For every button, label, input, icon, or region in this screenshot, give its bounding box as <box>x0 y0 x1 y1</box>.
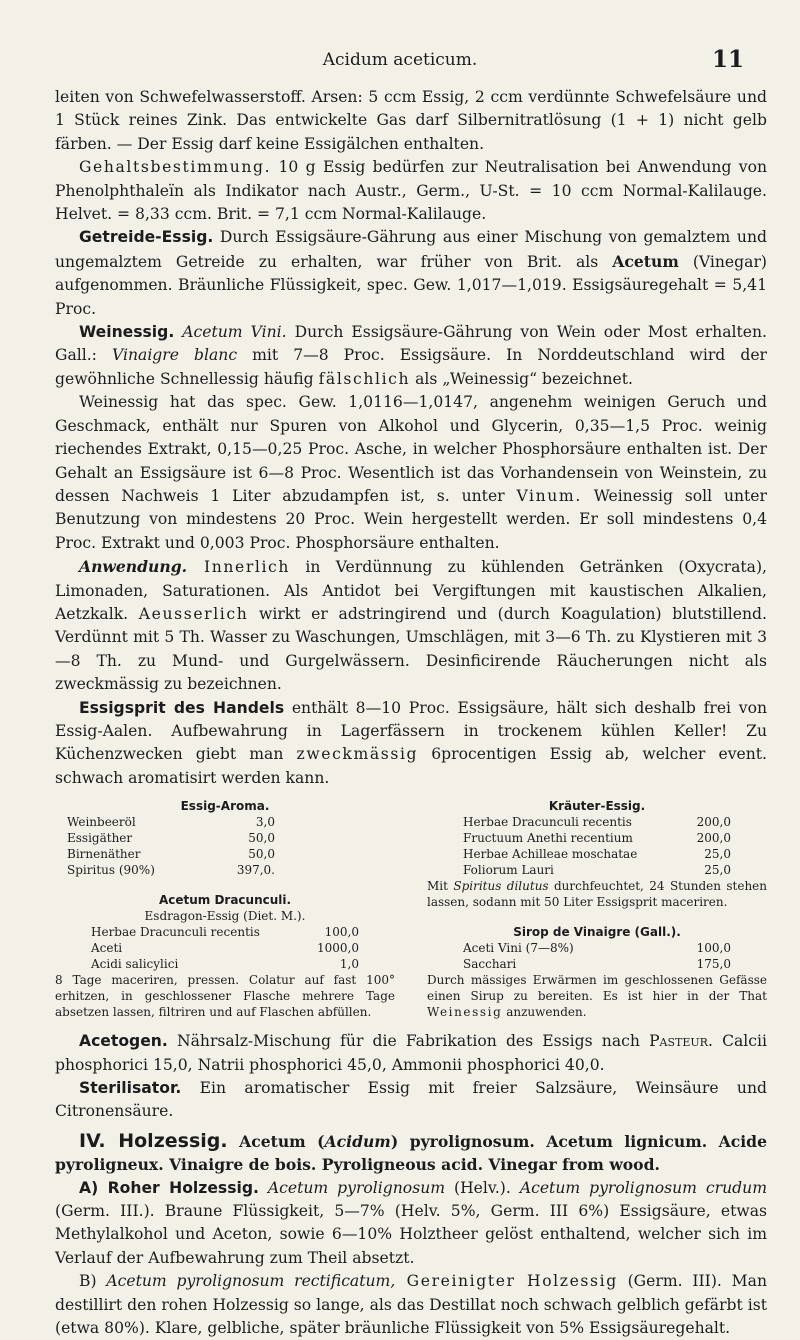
section-heading: Essigsprit des Handels <box>79 698 285 717</box>
section-heading: Anwendung. <box>79 557 188 577</box>
paragraph-gereinigter-holzessig: B) Acetum pyrolignosum rectificatum, Gereinigter Holzessig (Germ. III). Man destillirt den rohen Holzessig so lange, als das Destillat noch schwach gelblich gefärbt ist (etwa 80%). Klare, gelbliche, später bräunliche Flüssigkeit von 5% Essigsäuregehalt. <box>55 1272 767 1338</box>
paragraph-roher-holzessig: A) Roher Holzessig. Acetum pyrolignosum (Helv.). Acetum pyrolignosum crudum (Germ. III.). Braune Flüssigkeit, 5—7% (Helv. 5%, Germ. III 6%) Essigsäure, etwas Methylalkohol und Aceton, sowie 6—10% Holztheer gelöst enthaltend, welcher sich im Verlauf der Aufbewahrung zum Theil absetzt. <box>55 1178 767 1267</box>
recipe-ingredient: Fructuum Anethi recentium 200,0 <box>463 831 731 846</box>
recipe-column-right <box>427 798 767 1020</box>
recipe-ingredient: Spiritus (90%) 397,0. <box>67 863 275 878</box>
section-heading: Weinessig. <box>79 323 175 342</box>
section-heading: A) Roher Holzessig. <box>79 1178 259 1197</box>
section-heading: Sterilisator. <box>79 1079 182 1097</box>
recipe-ingredient: Herbae Dracunculi recentis 200,0 <box>463 815 731 830</box>
recipe-kraeuter-essig <box>427 814 767 878</box>
recipe-ingredient: Acidi salicylici 1,0 <box>91 957 359 972</box>
running-head: Acidum aceticum. <box>322 50 478 70</box>
recipe-note: Durch mässiges Erwärmen im geschlossenen Gefässe einen Sirup zu bereiten. Es ist hier in der That Weinessig anzuwenden. <box>427 973 767 1020</box>
recipe-ingredient: Foliorum Lauri 25,0 <box>463 863 731 878</box>
paragraph-essigsprit: Essigsprit des Handels enthält 8—10 Proc. Essigsäure, hält sich deshalb frei von Essig-Aalen. Aufbewahrung in Lagerfässern in trockenem kühlen Keller! Zu Küchenzwecken giebt man zweckmässig 6procentigen Essig ab, welcher event. schwach aromatisirt werden kann. <box>55 698 768 787</box>
recipe-subtitle: Esdragon-Essig (Diet. M.). <box>144 909 306 924</box>
page-number: 11 <box>711 46 744 73</box>
page-header <box>0 46 800 76</box>
recipe-ingredient: Herbae Achilleae moschatae 25,0 <box>463 847 731 862</box>
recipe-columns <box>55 798 767 1020</box>
paragraph-getreide-essig: Getreide-Essig. Durch Essigsäure-Gährung aus einer Mischung von gemalztem und ungemalztem Getreide zu erhalten, war früher von Brit. als Acetum (Vinegar) aufgenommen. Bräunliche Flüssigkeit, spec. Gew. 1,017—1,019. Essigsäuregehalt = 5,41 Proc. <box>55 228 767 318</box>
recipe-column-left <box>55 798 395 1020</box>
recipe-ingredient: Herbae Dracunculi recentis 100,0 <box>91 925 359 940</box>
recipe-title: Kräuter-Essig. <box>548 799 646 814</box>
recipe-ingredient: Weinbeeröl 3,0 <box>67 815 275 830</box>
recipe-title: Sirop de Vinaigre (Gall.). <box>513 925 681 940</box>
recipe-ingredient: Birnenäther 50,0 <box>67 847 275 862</box>
recipe-ingredient: Aceti 1000,0 <box>91 941 359 956</box>
paragraph-arsen: leiten von Schwefelwasserstoff. Arsen: 5 ccm Essig, 2 ccm verdünnte Schwefelsäure und 1 Stück reines Zink. Das entwickelte Gas darf Silbernitratlösung (1 + 1) nicht gelb färben. — Der Essig darf keine Essigälchen enthalten. <box>55 88 767 153</box>
page-body <box>55 86 767 1340</box>
paragraph-holzessig: IV. Holzessig. Acetum (Acidum) pyrolignosum. Acetum lignicum. Acide pyroligneux. Vinaigre de bois. Pyroligneous acid. Vinegar from wood. <box>55 1129 767 1175</box>
recipe-note: 8 Tage maceriren, pressen. Colatur auf fast 100° erhitzen, in geschlossener Flasche mehrere Tage absetzen lassen, filtriren und auf Flaschen abfüllen. <box>55 973 395 1020</box>
paragraph-acetogen: Acetogen. Nährsalz-Mischung für die Fabrikation des Essigs nach Pasteur. Calcii phosphorici 15,0, Natrii phosphorici 45,0, Ammonii phosphorici 40,0. <box>55 1032 767 1074</box>
recipe-ingredient: Aceti Vini (7—8%) 100,0 <box>463 941 731 956</box>
section-heading: Acetogen. <box>79 1032 168 1051</box>
recipe-title: Essig-Aroma. <box>180 799 270 814</box>
paragraph-weinessig-details: Weinessig hat das spec. Gew. 1,0116—1,0147, angenehm weinigen Geruch und Geschmack, enthält nur Spuren von Alkohol und Glycerin, 0,35—1,5 Proc. weinig riechendes Extrakt, 0,15—0,25 Proc. Asche, in welcher Phosphorsäure enthalten ist. Der Gehalt an Essigsäure ist 6—8 Proc. Wesentlich ist das Vorhandensein von Weinstein, zu dessen Nachweis 1 Liter abzudampfen ist, s. unter Vinum. Weinessig soll unter Benutzung von mindestens 20 Proc. Wein hergestellt werden. Er soll mindestens 0,4 Proc. Extrakt und 0,003 Proc. Phosphorsäure enthalten. <box>55 393 767 552</box>
paragraph-gehaltsbestimmung: Gehaltsbestimmung. 10 g Essig bedürfen zur Neutralisation bei Anwendung von Phenolphthaleïn als Indikator nach Austr., Germ., U-St. = 10 ccm Normal-Kalilauge. Helvet. = 8,33 ccm. Brit. = 7,1 ccm Normal-Kalilauge. <box>55 158 767 224</box>
section-heading: Getreide-Essig. <box>79 228 214 247</box>
paragraph-anwendung: Anwendung. Innerlich in Verdünnung zu kühlenden Getränken (Oxycrata), Limonaden, Saturationen. Als Antidot bei Vergiftungen mit kaustischen Alkalien, Aetzkalk. Aeusserlich wirkt er adstringirend und (durch Koagulation) blutstillend. Verdünnt mit 5 Th. Wasser zu Waschungen, Umschlägen, mit 3—6 Th. zu Klystieren mit 3—8 Th. zu Mund- und Gurgelwässern. Desinficirende Räucherungen nicht als zweckmässig zu bezeichnen. <box>55 557 767 694</box>
recipe-acetum-dracunculi <box>55 924 395 972</box>
chapter-heading: IV. Holzessig. <box>79 1129 228 1152</box>
recipe-title: Acetum Dracunculi. <box>158 893 292 908</box>
recipe-note: Mit Spiritus dilutus durchfeuchtet, 24 Stunden stehen lassen, sodann mit 50 Liter Essigsprit maceriren. <box>427 879 768 910</box>
paragraph-weinessig: Weinessig. Acetum Vini. Durch Essigsäure-Gährung von Wein oder Most erhalten. Gall.: Vinaigre blanc mit 7—8 Proc. Essigsäure. In Norddeutschland wird der gewöhnliche Schnellessig häufig fälschlich als „Weinessig“ bezeichnet. <box>55 323 767 388</box>
recipe-ingredient: Essigäther 50,0 <box>67 831 275 846</box>
recipe-ingredient: Sacchari 175,0 <box>463 957 731 972</box>
recipe-essig-aroma <box>55 814 395 878</box>
section-label: Gehaltsbestimmung. <box>79 158 272 177</box>
recipe-sirop-de-vinaigre <box>427 940 767 972</box>
paragraph-sterilisator: Sterilisator. Ein aromatischer Essig mit freier Salzsäure, Weinsäure und Citronensäure. <box>55 1079 767 1121</box>
